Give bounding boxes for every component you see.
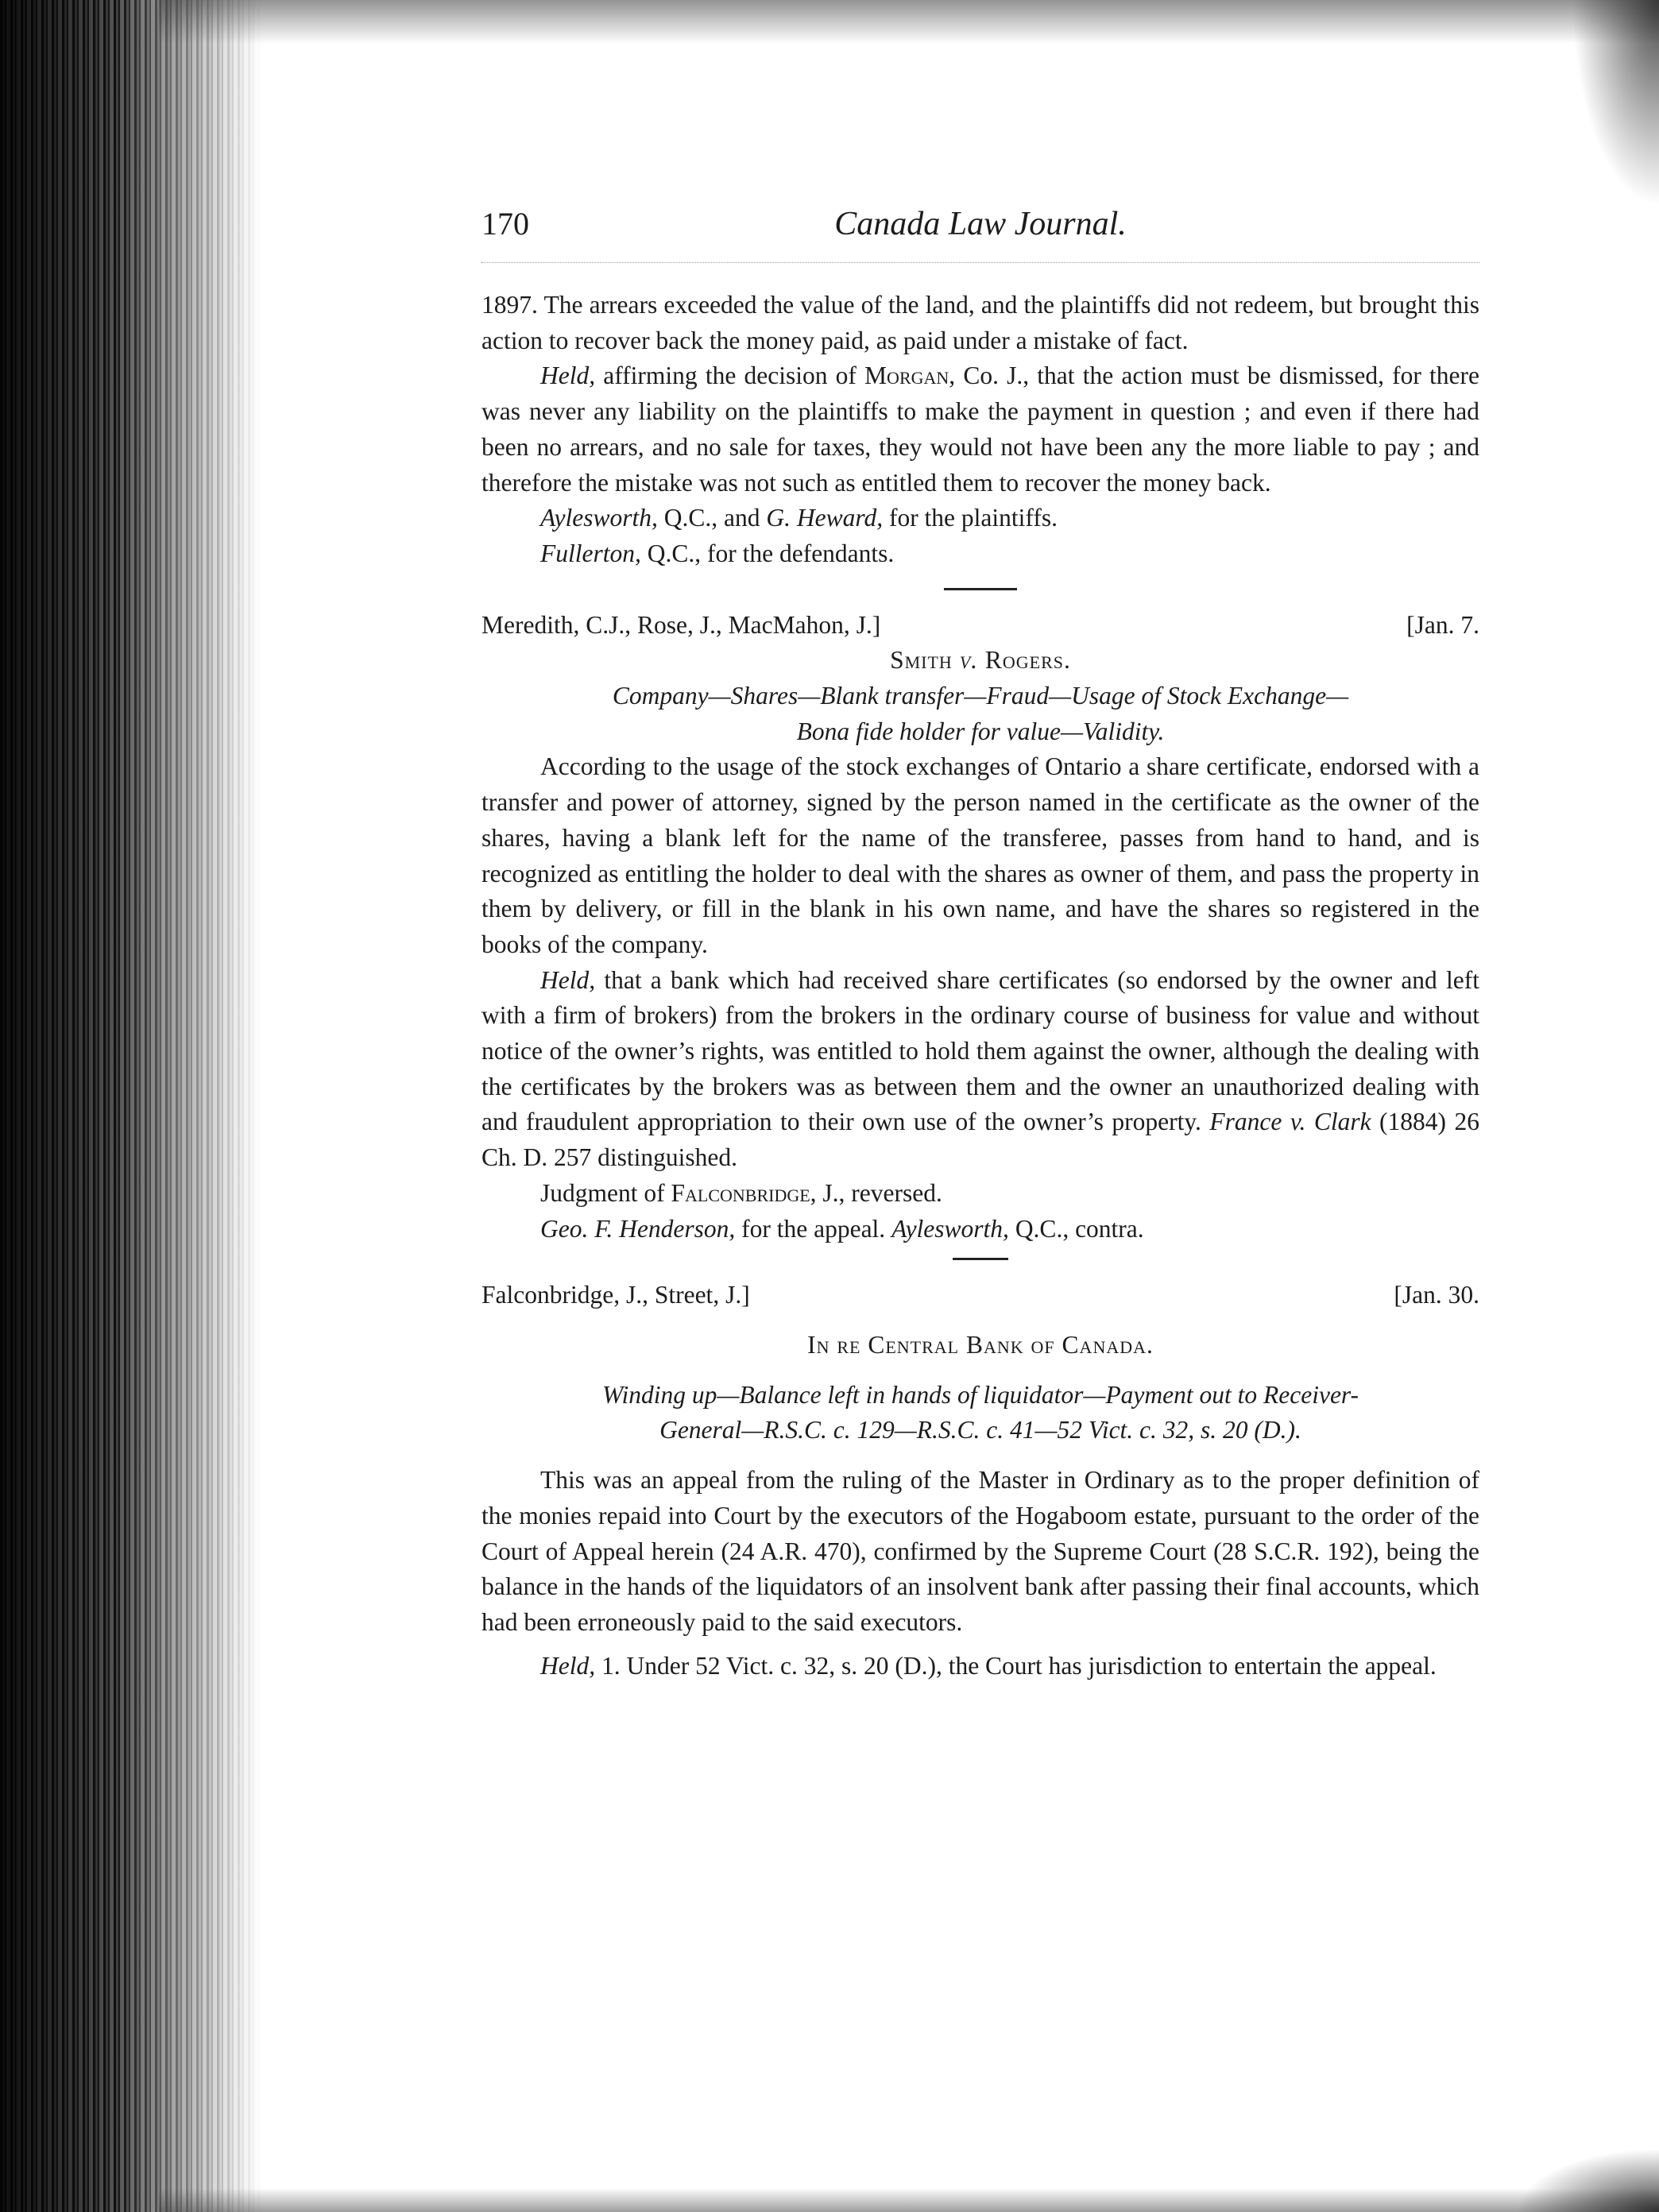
case-citation: France v. Clark <box>1209 1108 1371 1136</box>
bench-line <box>481 1278 1479 1313</box>
held-text-b: , Co. J., that the action must be dismissed, for there was never any liability on the plaintiffs to make the payment in question ; and even if there had been no arrears, and no sale for taxes, they would not have been any the more liable to pay ; and therefore the mistake was not such as entitled them to recover the money back. <box>481 362 1479 497</box>
case2-counsel <box>481 1212 1479 1247</box>
subject-line: Bona fide holder for value—Validity. <box>796 717 1165 745</box>
case-smith-v-rogers <box>481 608 1479 1247</box>
page-number: 170 <box>481 206 529 242</box>
journal-title: Canada Law Journal. <box>834 206 1127 242</box>
case-title <box>481 643 1479 679</box>
scan-top-shadow <box>159 0 1659 44</box>
subject-line: Company—Shares—Blank transfer—Fraud—Usage of Stock Exchange— <box>612 682 1349 710</box>
case2-held <box>481 963 1479 1176</box>
case-continued <box>481 288 1479 572</box>
case2-judgment <box>481 1176 1479 1212</box>
scan-bottom-corner-shadow <box>1516 2148 1659 2212</box>
citation-text: (1884) 26 Ch. D. 257 distinguished. <box>481 1108 1479 1172</box>
decision-date: [Jan. 30. <box>1394 1281 1479 1309</box>
counsel-text: for the plaintiffs. <box>883 504 1058 532</box>
counsel-name: Geo. F. Henderson, <box>540 1214 736 1243</box>
case3-held <box>481 1649 1479 1684</box>
counsel-name: Aylesworth, <box>891 1214 1009 1243</box>
versus: v. <box>959 646 979 675</box>
held-label: Held, <box>540 965 596 994</box>
case-central-bank <box>481 1278 1479 1684</box>
subject-headnote <box>481 679 1479 749</box>
counsel-name: Aylesworth, <box>540 504 658 532</box>
counsel-text: Q.C., for the defendants. <box>640 539 895 567</box>
counsel-text: Q.C., and <box>657 504 767 532</box>
party-name: Rogers. <box>978 646 1071 675</box>
journal-page <box>481 207 1479 1684</box>
case-title: In re Central Bank of Canada. <box>807 1330 1154 1359</box>
counsel-text: for the appeal. <box>735 1214 892 1243</box>
counsel-text: Q.C., contra. <box>1008 1214 1144 1243</box>
judge-name: Falconbridge <box>671 1178 810 1207</box>
scan-bottom-shadow <box>159 2188 1659 2212</box>
held-label: Held, <box>540 1651 596 1680</box>
judgment-text: Judgment of <box>540 1178 671 1207</box>
held-text: 1. Under 52 Vict. c. 32, s. 20 (D.), the Court has jurisdiction to entertain the appeal. <box>595 1651 1437 1680</box>
case1-counsel-plaintiffs <box>481 501 1479 536</box>
counsel-name: Fullerton, <box>540 539 641 567</box>
bench-judges: Meredith, C.J., Rose, J., MacMahon, J.] <box>481 610 881 639</box>
held-text-a: affirming the decision of <box>595 362 865 390</box>
header-rule <box>481 262 1479 263</box>
section-divider <box>953 1258 1008 1260</box>
decision-date: [Jan. 7. <box>1406 610 1479 639</box>
held-label: Held, <box>540 362 596 390</box>
scan-binding-shadow <box>0 0 262 2212</box>
subject-line: General—R.S.C. c. 129—R.S.C. c. 41—52 Vict. c. 32, s. 20 (D.). <box>659 1416 1301 1444</box>
subject-line: Winding up—Balance left in hands of liquidator—Payment out to Receiver- <box>601 1380 1359 1409</box>
judgment-text: , J., reversed. <box>810 1178 942 1207</box>
scan-corner-shadow <box>1572 0 1659 207</box>
counsel-name: G. Heward, <box>766 504 884 532</box>
section-divider <box>944 588 1017 590</box>
case1-paragraph: 1897. The arrears exceeded the value of the land, and the plaintiffs did not redeem, but brought this action to recover back the money paid, as paid under a mistake of fact. <box>481 291 1479 354</box>
party-name: Smith <box>890 646 960 675</box>
bench-line <box>481 608 1479 644</box>
bench-judges: Falconbridge, J., Street, J.] <box>481 1281 750 1309</box>
case2-paragraph: According to the usage of the stock exchanges of Ontario a share certificate, endorsed with a transfer and power of attorney, signed by the person named in the certificate as the owner of the shares, having a blank left for the name of the transferee, passes from hand to hand, and is recognized as entitling the holder to deal with the shares as owner of them, and pass the property in them by delivery, or fill in the blank in his own name, and have the shares so registered in the books of the company. <box>481 752 1479 958</box>
case1-held <box>481 358 1479 501</box>
subject-headnote <box>481 1378 1479 1448</box>
held-text: that a bank which had received share certificates (so endorsed by the owner and left with a firm of brokers) from the brokers in the ordinary course of business for value and without notice of the owner’s rights, was entitled to hold them against the owner, although the dealing with the certificates by the brokers was as between them and the owner an unauthorized dealing with and fraudulent appropriation to their own use of the owner’s property. <box>481 965 1479 1136</box>
case3-paragraph: This was an appeal from the ruling of the Master in Ordinary as to the proper definition of the monies repaid into Court by the executors of the Hogaboom estate, pursuant to the order of the Court of Appeal herein (24 A.R. 470), confirmed by the Supreme Court (28 S.C.R. 192), being the balance in the hands of the liquidators of an insolvent bank after passing their final accounts, which had been erroneously paid to the said executors. <box>481 1466 1479 1636</box>
judge-name: Morgan <box>864 362 949 390</box>
page-header <box>481 207 1479 254</box>
case1-counsel-defendants <box>481 536 1479 572</box>
